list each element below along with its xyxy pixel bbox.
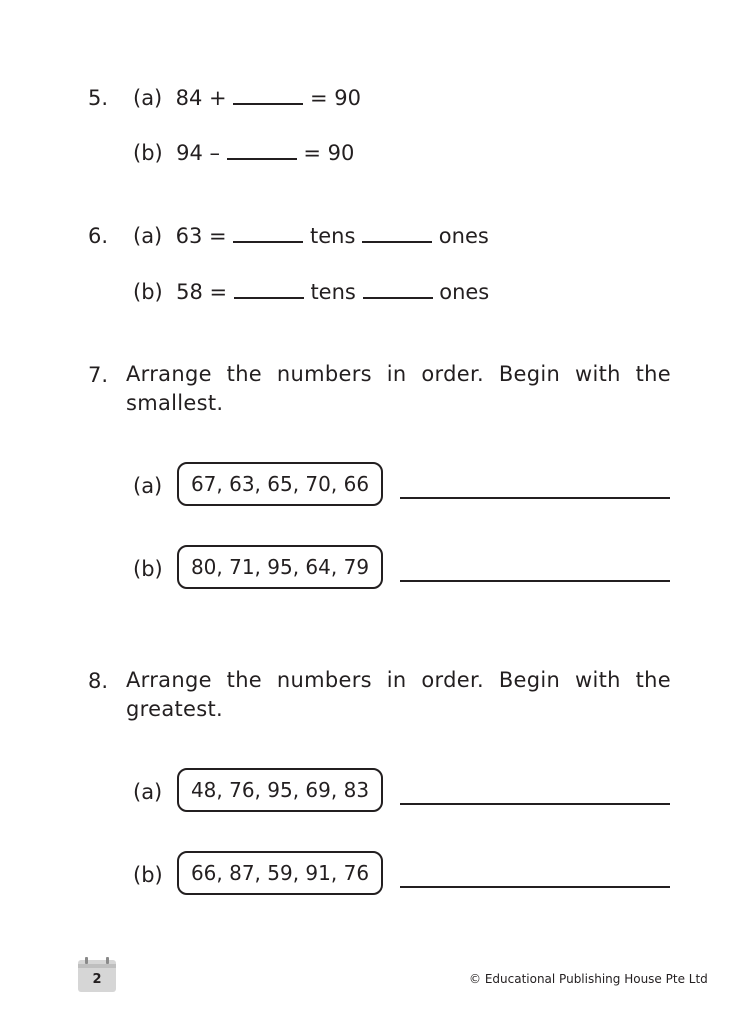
statement-line-2: greatest. bbox=[126, 697, 223, 721]
part-label: (b) bbox=[133, 863, 163, 887]
equation-left: 94 – bbox=[176, 141, 220, 165]
equation-right: = 90 bbox=[303, 141, 355, 165]
statement-line-1: Arrange the numbers in order. Begin with the bbox=[126, 668, 671, 692]
number-box: 67, 63, 65, 70, 66 bbox=[177, 462, 383, 506]
equation-right: = 90 bbox=[310, 86, 361, 110]
question-number: 7. bbox=[88, 363, 109, 387]
answer-line[interactable] bbox=[400, 886, 670, 888]
part-b-row bbox=[133, 280, 489, 304]
statement-line-2: smallest. bbox=[126, 391, 224, 415]
part-a-row bbox=[133, 224, 489, 248]
ones-label: ones bbox=[439, 280, 490, 304]
tens-blank[interactable] bbox=[234, 297, 304, 299]
answer-line[interactable] bbox=[400, 580, 670, 582]
part-a-row bbox=[133, 86, 361, 110]
question-statement bbox=[126, 360, 671, 418]
part-label: (a) bbox=[133, 86, 163, 110]
part-b-row bbox=[133, 141, 354, 165]
question-number: 6. bbox=[88, 224, 109, 248]
equation-left: 63 = bbox=[175, 224, 227, 248]
equation-left: 84 + bbox=[175, 86, 227, 110]
tens-blank[interactable] bbox=[233, 241, 303, 243]
part-label: (b) bbox=[133, 280, 163, 304]
ones-label: ones bbox=[438, 224, 489, 248]
answer-line[interactable] bbox=[400, 497, 670, 499]
part-label: (a) bbox=[133, 224, 163, 248]
number-box: 80, 71, 95, 64, 79 bbox=[177, 545, 383, 589]
copyright-notice: © Educational Publishing House Pte Ltd bbox=[469, 972, 708, 986]
calendar-ring-icon bbox=[106, 957, 109, 964]
part-label: (a) bbox=[133, 780, 163, 804]
part-label: (b) bbox=[133, 141, 163, 165]
equation-left: 58 = bbox=[176, 280, 228, 304]
question-statement bbox=[126, 666, 671, 724]
statement-line-1: Arrange the numbers in order. Begin with the bbox=[126, 362, 671, 386]
answer-blank[interactable] bbox=[227, 158, 297, 160]
answer-blank[interactable] bbox=[233, 103, 303, 105]
part-label: (b) bbox=[133, 557, 163, 581]
page-number: 2 bbox=[92, 972, 102, 987]
calendar-ring-icon bbox=[85, 957, 88, 964]
page-number-badge bbox=[78, 960, 116, 992]
question-number: 5. bbox=[88, 86, 109, 110]
tens-label: tens bbox=[310, 280, 356, 304]
number-box: 66, 87, 59, 91, 76 bbox=[177, 851, 383, 895]
ones-blank[interactable] bbox=[363, 297, 433, 299]
tens-label: tens bbox=[310, 224, 356, 248]
number-box: 48, 76, 95, 69, 83 bbox=[177, 768, 383, 812]
question-number: 8. bbox=[88, 669, 109, 693]
ones-blank[interactable] bbox=[362, 241, 432, 243]
calendar-bar bbox=[78, 964, 116, 968]
answer-line[interactable] bbox=[400, 803, 670, 805]
part-label: (a) bbox=[133, 474, 163, 498]
